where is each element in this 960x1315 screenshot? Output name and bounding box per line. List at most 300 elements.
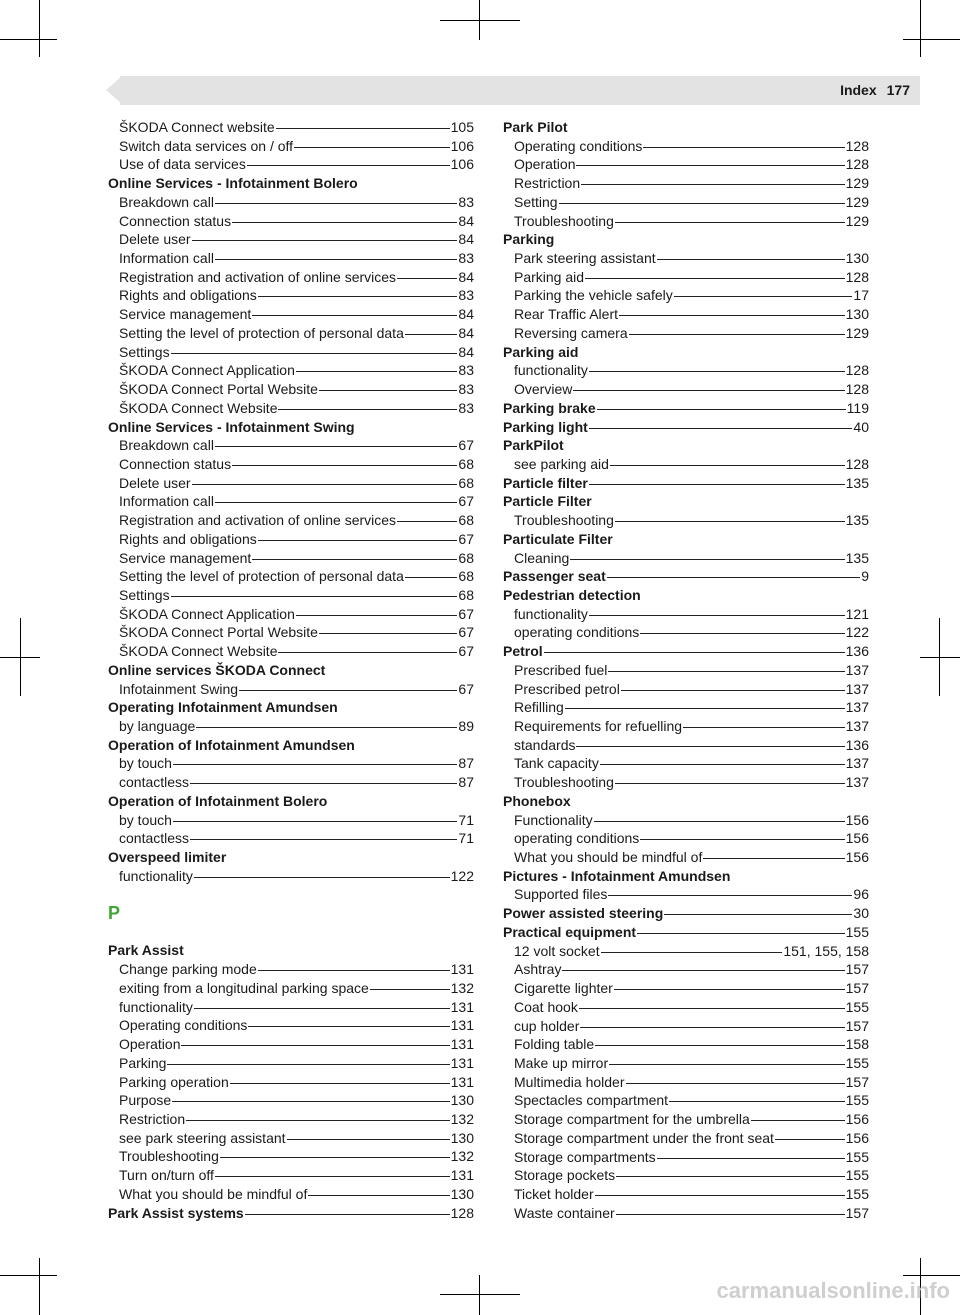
index-entry[interactable] [108,811,474,830]
entry-page-ref[interactable]: 67 [458,437,474,454]
index-entry[interactable] [108,1054,474,1073]
leader-line [616,1214,845,1215]
index-entry[interactable] [503,305,869,324]
index-entry[interactable] [108,193,474,212]
entry-term: Overview [514,381,573,398]
entry-term: Ashtray [514,961,562,978]
entry-page-ref[interactable]: 130 [450,1185,474,1202]
entry-page-ref[interactable]: 131 [450,1036,474,1053]
index-entry[interactable] [108,380,474,399]
index-entry[interactable] [108,1073,474,1092]
leader-line [192,240,458,241]
leader-line [194,1008,450,1009]
entry-page-ref[interactable]: 155 [845,1092,869,1109]
index-entry[interactable] [108,623,474,642]
leader-line [276,128,450,129]
entry-page-ref[interactable]: 137 [845,699,869,716]
index-entry[interactable] [503,736,869,755]
entry-page-ref[interactable]: 105 [450,119,474,135]
entry-term: Cleaning [514,549,570,566]
leader-line [608,895,852,896]
index-entry[interactable] [503,193,869,212]
entry-page-ref[interactable]: 135 [845,474,869,491]
index-entry[interactable] [108,1147,474,1166]
index-entry[interactable] [108,1091,474,1110]
entry-page-ref[interactable]: 131 [450,1167,474,1184]
entry-page-ref[interactable]: 156 [845,811,869,828]
index-entry[interactable] [108,137,474,156]
leader-line [215,502,457,503]
entry-page-ref[interactable]: 130 [845,250,869,267]
index-entry[interactable] [503,698,869,717]
entry-term: Parking light [503,418,588,435]
leader-line [247,165,450,166]
entry-term: functionality [119,998,193,1015]
index-entry[interactable] [503,1091,869,1110]
entry-page-ref[interactable]: 157 [845,1073,869,1090]
entry-term: Service management [119,306,252,323]
entry-page-ref[interactable]: 83 [458,399,474,416]
index-entry[interactable] [108,979,474,998]
leader-line [637,933,845,934]
index-heading: Particle Filter [503,493,592,510]
index-heading: Operation of Infotainment Bolero [108,792,328,809]
entry-term: Restriction [119,1110,186,1127]
entry-page-ref[interactable]: 131 [450,961,474,978]
index-entry[interactable] [108,1166,474,1185]
entry-term: standards [514,736,576,753]
entry-term: Parking aid [514,268,585,285]
entry-term: Functionality [514,811,593,828]
index-entry[interactable] [108,511,474,530]
index-entry[interactable] [503,1110,869,1129]
index-entry[interactable] [108,305,474,324]
index-entry[interactable] [503,1017,869,1036]
entry-page-ref[interactable]: 122 [845,624,869,641]
leader-line [405,334,458,335]
index-entry[interactable] [503,1148,869,1167]
index-entry[interactable] [503,286,869,305]
index-entry[interactable] [108,1129,474,1148]
entry-page-ref[interactable]: 130 [450,1092,474,1109]
leader-line [576,165,844,166]
entry-term: ŠKODA Connect Website [119,643,278,660]
leader-line [181,1045,449,1046]
index-entry[interactable] [503,455,869,474]
entry-page-ref[interactable]: 155 [845,998,869,1015]
entry-term: ŠKODA Connect Portal Website [119,624,318,641]
index-entry[interactable] [503,829,869,848]
leader-line [581,184,845,185]
index-entry[interactable] [503,418,869,437]
leader-line [573,390,844,391]
entry-page-ref[interactable]: 129 [845,212,869,229]
entry-page-ref[interactable]: 156 [845,1111,869,1128]
index-entry[interactable] [108,212,474,231]
index-entry[interactable] [108,960,474,979]
entry-page-ref[interactable]: 68 [458,512,474,529]
leader-line [215,259,457,260]
index-entry[interactable] [108,1016,474,1035]
index-entry[interactable] [503,623,869,642]
index-entry[interactable] [108,605,474,624]
entry-term: Park steering assistant [514,250,656,267]
index-entry[interactable] [503,1035,869,1054]
entry-page-ref[interactable]: 155 [845,1148,869,1165]
entry-page-ref[interactable]: 68 [458,586,474,603]
entry-page-ref[interactable]: 17 [853,287,869,304]
entry-term: Storage compartment under the front seat [514,1129,774,1146]
leader-line [629,334,845,335]
index-entry[interactable] [108,268,474,287]
entry-term: Parking operation [119,1073,229,1090]
index-entry[interactable] [503,811,869,830]
entry-page-ref[interactable]: 155 [845,1185,869,1202]
index-entry[interactable] [108,642,474,661]
index-entry[interactable] [108,474,474,493]
entry-page-ref[interactable]: 130 [845,306,869,323]
index-entry[interactable] [108,230,474,249]
leader-line [683,727,845,728]
entry-page-ref[interactable]: 83 [458,193,474,210]
index-entry[interactable] [503,474,869,493]
entry-term: Use of data services [119,156,246,173]
entry-page-ref[interactable]: 83 [458,362,474,379]
entry-term: Registration and activation of online services [119,512,397,529]
index-heading: Parking aid [503,343,579,360]
index-heading: ParkPilot [503,437,564,454]
entry-term: Connection status [119,212,232,229]
entry-page-ref[interactable]: 121 [845,605,869,622]
index-entry[interactable] [503,361,869,380]
entry-term: by language [119,718,196,734]
entry-page-ref[interactable]: 130 [450,1129,474,1146]
index-entry[interactable] [108,867,474,886]
entry-term: Service management [119,549,252,566]
index-entry[interactable] [503,923,869,942]
index-entry[interactable] [503,642,869,661]
entry-page-ref[interactable]: 128 [450,1204,474,1221]
index-entry[interactable] [503,567,869,586]
leader-line [607,577,860,578]
index-entry[interactable] [108,324,474,343]
leader-line [245,1214,450,1215]
entry-page-ref[interactable]: 106 [450,156,474,173]
entry-term: Spectacles compartment [514,1092,669,1109]
entry-page-ref[interactable]: 128 [845,381,869,398]
entry-page-ref[interactable]: 135 [845,512,869,529]
index-entry[interactable] [503,1073,869,1092]
leader-line [405,577,458,578]
entry-page-ref[interactable]: 131 [450,1054,474,1071]
index-entry[interactable] [503,511,869,530]
index-entry[interactable] [108,998,474,1017]
entry-term: Breakdown call [119,437,214,454]
entry-page-ref[interactable]: 68 [458,568,474,585]
index-entry[interactable] [503,268,869,287]
entry-term: Restriction [514,175,581,192]
entry-page-ref[interactable]: 155 [845,923,869,940]
entry-page-ref[interactable]: 131 [450,998,474,1015]
index-entry[interactable] [108,118,474,137]
leader-line [589,428,853,429]
index-entry[interactable] [108,549,474,568]
index-entry[interactable] [503,399,869,418]
leader-line [172,1101,449,1102]
index-entry[interactable] [108,1035,474,1054]
index-entry[interactable] [108,436,474,455]
entry-page-ref[interactable]: 137 [845,718,869,734]
entry-page-ref[interactable]: 87 [458,755,474,772]
entry-page-ref[interactable]: 119 [846,399,869,416]
entry-page-ref[interactable]: 135 [845,549,869,566]
leader-line [308,1195,449,1196]
entry-page-ref[interactable]: 151, 155, 158 [783,942,869,959]
entry-page-ref[interactable]: 157 [845,980,869,997]
crop-mark [20,618,21,696]
leader-line [173,821,457,822]
index-entry[interactable] [108,1110,474,1129]
entry-page-ref[interactable]: 89 [458,718,474,734]
entry-page-ref[interactable]: 9 [861,568,869,585]
index-entry[interactable] [108,492,474,511]
entry-page-ref[interactable]: 128 [845,455,869,472]
leader-line [258,540,458,541]
index-entry[interactable] [108,1204,474,1223]
entry-term: ŠKODA Connect Website [119,399,278,416]
leader-line [594,821,845,822]
entry-page-ref[interactable]: 67 [458,643,474,660]
entry-page-ref[interactable]: 136 [845,736,869,753]
index-entry[interactable] [108,249,474,268]
entry-page-ref[interactable]: 137 [845,680,869,697]
index-entry[interactable] [503,979,869,998]
leader-line [579,1008,845,1009]
index-entry[interactable] [108,343,474,362]
entry-page-ref[interactable]: 136 [845,643,869,660]
index-entry[interactable] [503,1054,869,1073]
entry-page-ref[interactable]: 129 [845,175,869,192]
entry-page-ref[interactable]: 84 [458,324,474,341]
entry-page-ref[interactable]: 68 [458,455,474,472]
index-entry[interactable] [503,380,869,399]
index-entry[interactable] [503,1204,869,1223]
entry-page-ref[interactable]: 87 [458,774,474,791]
leader-line [626,1083,845,1084]
entry-page-ref[interactable]: 128 [845,156,869,173]
entry-page-ref[interactable]: 40 [853,418,869,435]
entry-page-ref[interactable]: 129 [845,324,869,341]
page-header [840,78,910,102]
entry-page-ref[interactable]: 71 [458,811,474,828]
entry-page-ref[interactable]: 158 [845,1036,869,1053]
index-entry[interactable] [503,960,869,979]
entry-page-ref[interactable]: 137 [845,774,869,791]
entry-term: operating conditions [514,624,640,641]
index-entry[interactable] [503,1185,869,1204]
entry-term: Cigarette lighter [514,980,613,997]
index-entry[interactable] [503,605,869,624]
index-entry[interactable] [108,155,474,174]
index-entry[interactable] [108,567,474,586]
index-entry[interactable] [503,885,869,904]
leader-line [248,1026,449,1027]
index-entry[interactable] [108,773,474,792]
entry-page-ref[interactable]: 83 [458,287,474,304]
entry-term: Information call [119,250,214,267]
index-entry[interactable] [503,212,869,231]
entry-page-ref[interactable]: 84 [458,306,474,323]
index-entry[interactable] [503,680,869,699]
entry-page-ref[interactable]: 106 [450,137,474,154]
leader-line [643,147,844,148]
entry-term: Particle filter [503,474,588,491]
index-entry[interactable] [503,249,869,268]
index-entry[interactable] [503,848,869,867]
entry-page-ref[interactable]: 131 [450,1073,474,1090]
entry-term: Passenger seat [503,568,606,585]
index-heading: Pictures - Infotainment Amundsen [503,867,731,884]
entry-term: ŠKODA Connect Application [119,605,295,622]
crop-mark [0,39,57,40]
entry-term: Refilling [514,699,564,716]
entry-page-ref[interactable]: 157 [845,961,869,978]
leader-line [589,484,845,485]
index-entry[interactable] [108,399,474,418]
index-entry[interactable] [108,361,474,380]
index-entry[interactable] [503,155,869,174]
entry-term: cup holder [514,1017,580,1034]
entry-term: Troubleshooting [514,512,614,529]
entry-term: contactless [119,774,190,791]
index-entry[interactable] [503,1129,869,1148]
index-entry[interactable] [503,324,869,343]
entry-page-ref[interactable]: 132 [450,979,474,996]
entry-page-ref[interactable]: 155 [845,1054,869,1071]
index-entry[interactable] [503,754,869,773]
index-entry[interactable] [108,680,474,699]
entry-page-ref[interactable]: 122 [450,867,474,884]
leader-line [397,278,457,279]
index-entry[interactable] [503,904,869,923]
entry-page-ref[interactable]: 67 [458,605,474,622]
entry-page-ref[interactable]: 131 [450,1017,474,1034]
leader-line [674,296,853,297]
leader-line [294,147,450,148]
entry-page-ref[interactable]: 132 [450,1110,474,1127]
leader-line [615,222,845,223]
index-entry[interactable] [108,1185,474,1204]
index-entry[interactable] [503,773,869,792]
entry-term: Multimedia holder [514,1073,625,1090]
entry-term: Waste container [514,1204,615,1221]
entry-term: Settings [119,586,170,603]
entry-term: Change parking mode [119,961,257,978]
index-entry[interactable] [108,286,474,305]
entry-page-ref[interactable]: 71 [458,830,474,847]
leader-line [296,615,458,616]
index-entry[interactable] [503,942,869,961]
entry-page-ref[interactable]: 68 [458,474,474,491]
entry-term: Rights and obligations [119,287,257,304]
index-entry[interactable] [503,998,869,1017]
entry-page-ref[interactable]: 84 [458,231,474,248]
leader-line [173,764,457,765]
entry-page-ref[interactable]: 84 [458,343,474,360]
index-entry[interactable] [108,586,474,605]
index-heading: Park Assist [108,942,184,959]
index-heading: Particulate Filter [503,530,613,547]
entry-page-ref[interactable]: 132 [450,1148,474,1165]
entry-page-ref[interactable]: 83 [458,250,474,267]
index-entry[interactable] [503,174,869,193]
index-entry[interactable] [503,717,869,736]
entry-page-ref[interactable]: 137 [845,661,869,678]
leader-line [576,746,844,747]
entry-page-ref[interactable]: 128 [845,362,869,379]
crop-mark [920,657,960,658]
entry-page-ref[interactable]: 156 [845,849,869,866]
entry-page-ref[interactable]: 67 [458,680,474,697]
index-entry[interactable] [108,717,474,736]
index-entry[interactable] [108,455,474,474]
index-entry[interactable] [503,549,869,568]
entry-term: Tank capacity [514,755,599,772]
entry-page-ref[interactable]: 96 [853,886,869,903]
entry-page-ref[interactable]: 128 [845,268,869,285]
leader-line [258,970,450,971]
entry-page-ref[interactable]: 155 [845,1167,869,1184]
entry-page-ref[interactable]: 156 [845,1129,869,1146]
entry-term: Setting the level of protection of personal data [119,568,404,585]
entry-page-ref[interactable]: 67 [458,530,474,547]
index-entry[interactable] [503,661,869,680]
leader-line [640,633,844,634]
index-entry[interactable] [108,829,474,848]
entry-page-ref[interactable]: 84 [458,212,474,229]
entry-term: Ticket holder [514,1185,594,1202]
entry-term: Operating conditions [514,137,643,154]
leader-line [232,222,457,223]
leader-line [600,764,845,765]
entry-page-ref[interactable]: 128 [845,137,869,154]
index-entry[interactable] [108,754,474,773]
entry-page-ref[interactable]: 67 [458,624,474,641]
index-entry[interactable] [503,1166,869,1185]
leader-line [220,1157,450,1158]
entry-page-ref[interactable]: 157 [845,1204,869,1221]
entry-page-ref[interactable]: 84 [458,268,474,285]
entry-page-ref[interactable]: 137 [845,755,869,772]
entry-term: ŠKODA Connect Portal Website [119,381,318,398]
crop-mark [903,39,960,40]
entry-page-ref[interactable]: 83 [458,381,474,398]
entry-page-ref[interactable]: 30 [853,905,869,922]
index-entry[interactable] [108,530,474,549]
index-entry[interactable] [503,137,869,156]
entry-page-ref[interactable]: 67 [458,493,474,510]
leader-line [616,1176,844,1177]
entry-page-ref[interactable]: 129 [845,193,869,210]
entry-term: Folding table [514,1036,595,1053]
entry-page-ref[interactable]: 156 [845,830,869,847]
entry-term: Information call [119,493,214,510]
entry-term: Troubleshooting [514,212,614,229]
entry-page-ref[interactable]: 157 [845,1017,869,1034]
leader-line [215,1176,450,1177]
entry-term: ŠKODA Connect website [119,119,275,135]
entry-page-ref[interactable]: 68 [458,549,474,566]
